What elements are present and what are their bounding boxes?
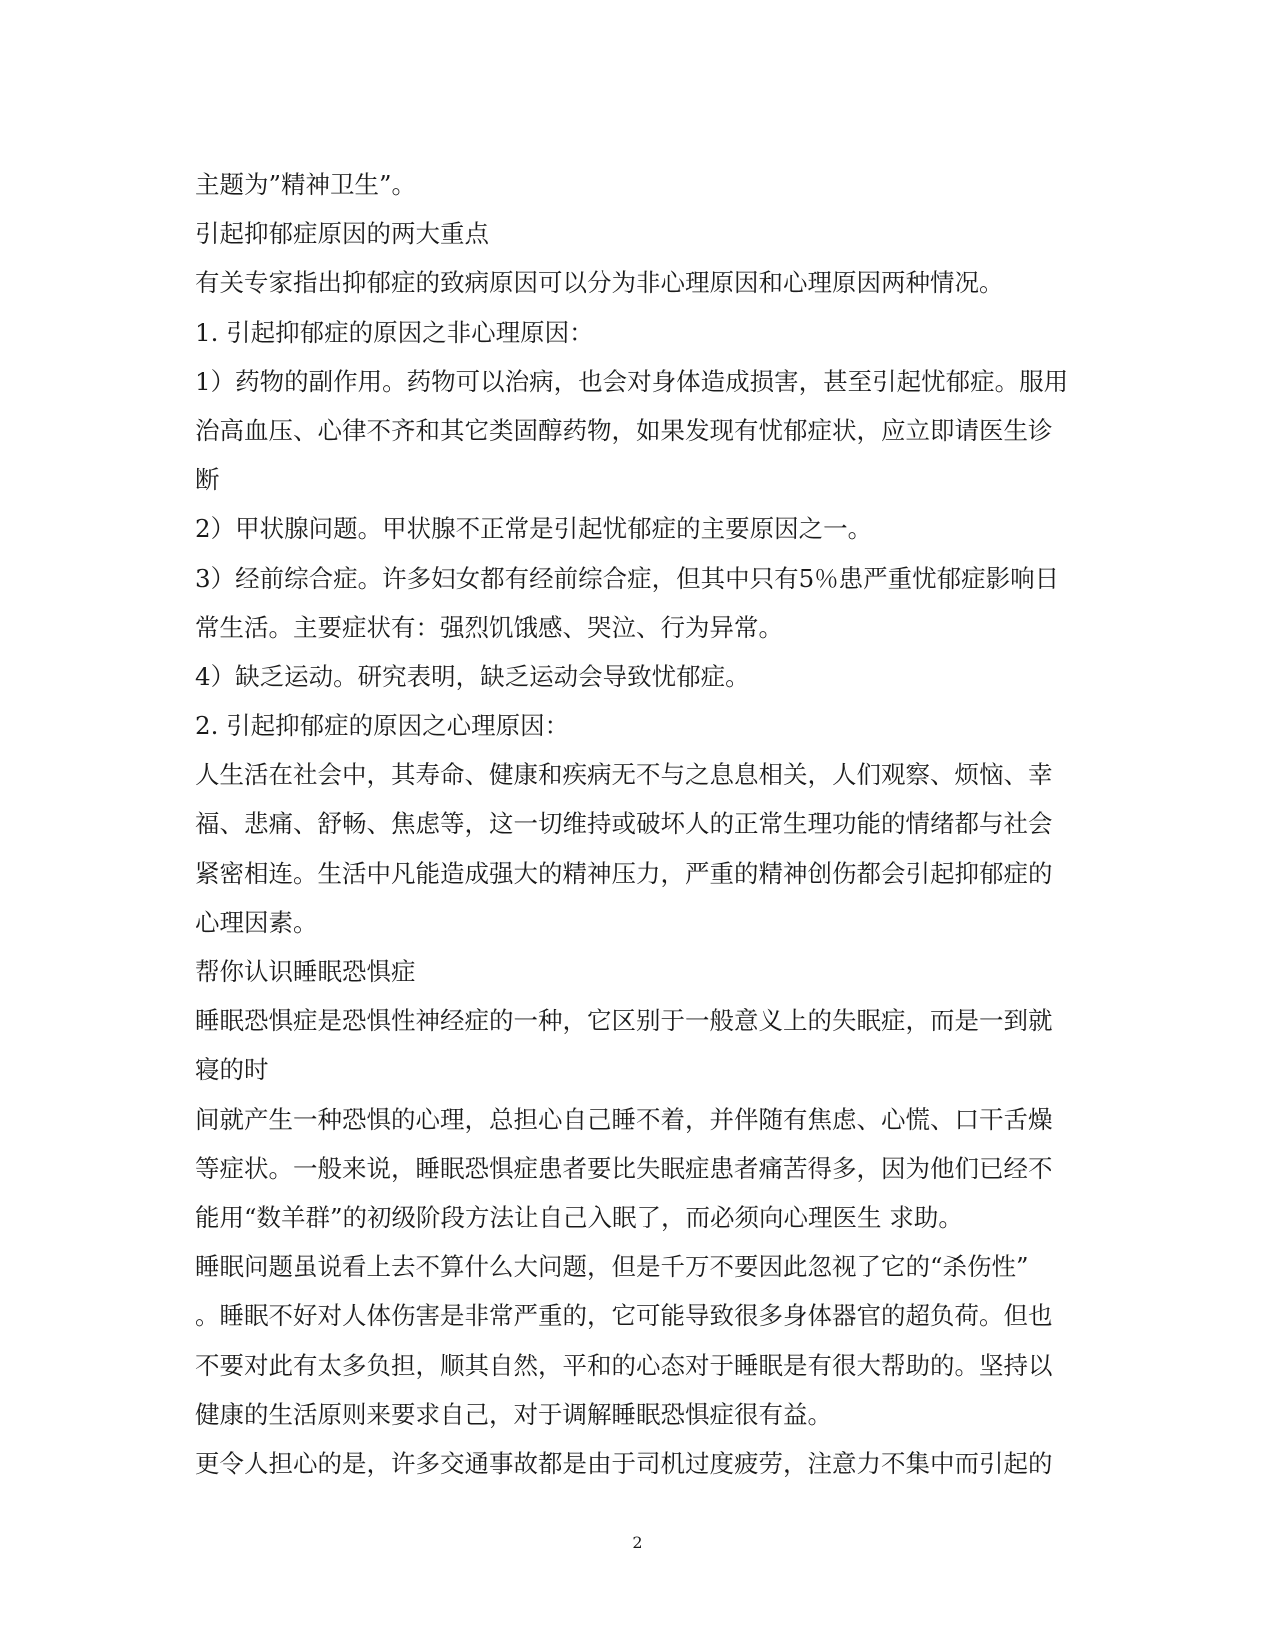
text-line: 常生活。主要症状有：强烈饥饿感、哭泣、行为异常。 <box>195 612 783 642</box>
list-item: 2）甲状腺问题。甲状腺不正常是引起忧郁症的主要原因之一。 <box>195 514 873 544</box>
section-heading: 引起抑郁症原因的两大重点 <box>195 219 489 249</box>
page-number: 2 <box>632 1533 643 1552</box>
text-line: 紧密相连。生活中凡能造成强大的精神压力，严重的精神创伤都会引起抑郁症的 <box>195 858 1053 888</box>
text-line: 能用“数羊群”的初级阶段方法让自己入眠了，而必须向心理医生 求助。 <box>195 1202 963 1232</box>
text-line: 心理因素。 <box>195 907 318 937</box>
text-line: 治高血压、心律不齐和其它类固醇药物，如果发现有忧郁症状，应立即请医生诊 <box>195 415 1053 445</box>
list-item: 1）药物的副作用。药物可以治病，也会对身体造成损害，甚至引起忧郁症。服用 <box>195 366 1069 396</box>
text-line: 间就产生一种恐惧的心理，总担心自己睡不着，并伴随有焦虑、心慌、口干舌燥 <box>195 1104 1053 1134</box>
document-body <box>195 160 1085 1488</box>
list-item: 3）经前综合症。许多妇女都有经前综合症，但其中只有5％患严重忧郁症影响日 <box>195 563 1060 593</box>
text-line: 有关专家指出抑郁症的致病原因可以分为非心理原因和心理原因两种情况。 <box>195 268 1004 298</box>
list-heading: 1. 引起抑郁症的原因之非心理原因： <box>195 317 594 347</box>
text-line: 人生活在社会中，其寿命、健康和疾病无不与之息息相关，人们观察、烦恼、幸 <box>195 760 1053 790</box>
text-line: 主题为”精神卫生”。 <box>195 170 417 199</box>
text-line: 更令人担心的是，许多交通事故都是由于司机过度疲劳，注意力不集中而引起的 <box>195 1448 1053 1478</box>
text-line: 。睡眠不好对人体伤害是非常严重的，它可能导致很多身体器官的超负荷。但也 <box>195 1301 1053 1331</box>
text-line: 不要对此有太多负担，顺其自然，平和的心态对于睡眠是有很大帮助的。坚持以 <box>195 1350 1053 1380</box>
list-heading: 2. 引起抑郁症的原因之心理原因： <box>195 711 570 741</box>
text-line: 睡眠恐惧症是恐惧性神经症的一种，它区别于一般意义上的失眠症，而是一到就 <box>195 1006 1053 1036</box>
text-line: 健康的生活原则来要求自己，对于调解睡眠恐惧症很有益。 <box>195 1399 832 1429</box>
text-line: 福、悲痛、舒畅、焦虑等，这一切维持或破坏人的正常生理功能的情绪都与社会 <box>195 809 1053 839</box>
text-line: 睡眠问题虽说看上去不算什么大问题，但是千万不要因此忽视了它的“杀伤性” <box>195 1252 1029 1282</box>
section-heading: 帮你认识睡眠恐惧症 <box>195 957 416 986</box>
list-item: 4）缺乏运动。研究表明，缺乏运动会导致忧郁症。 <box>195 661 750 691</box>
text-line: 等症状。一般来说，睡眠恐惧症患者要比失眠症患者痛苦得多，因为他们已经不 <box>195 1153 1053 1183</box>
text-line: 断 <box>195 465 220 495</box>
text-line: 寝的时 <box>195 1055 269 1085</box>
